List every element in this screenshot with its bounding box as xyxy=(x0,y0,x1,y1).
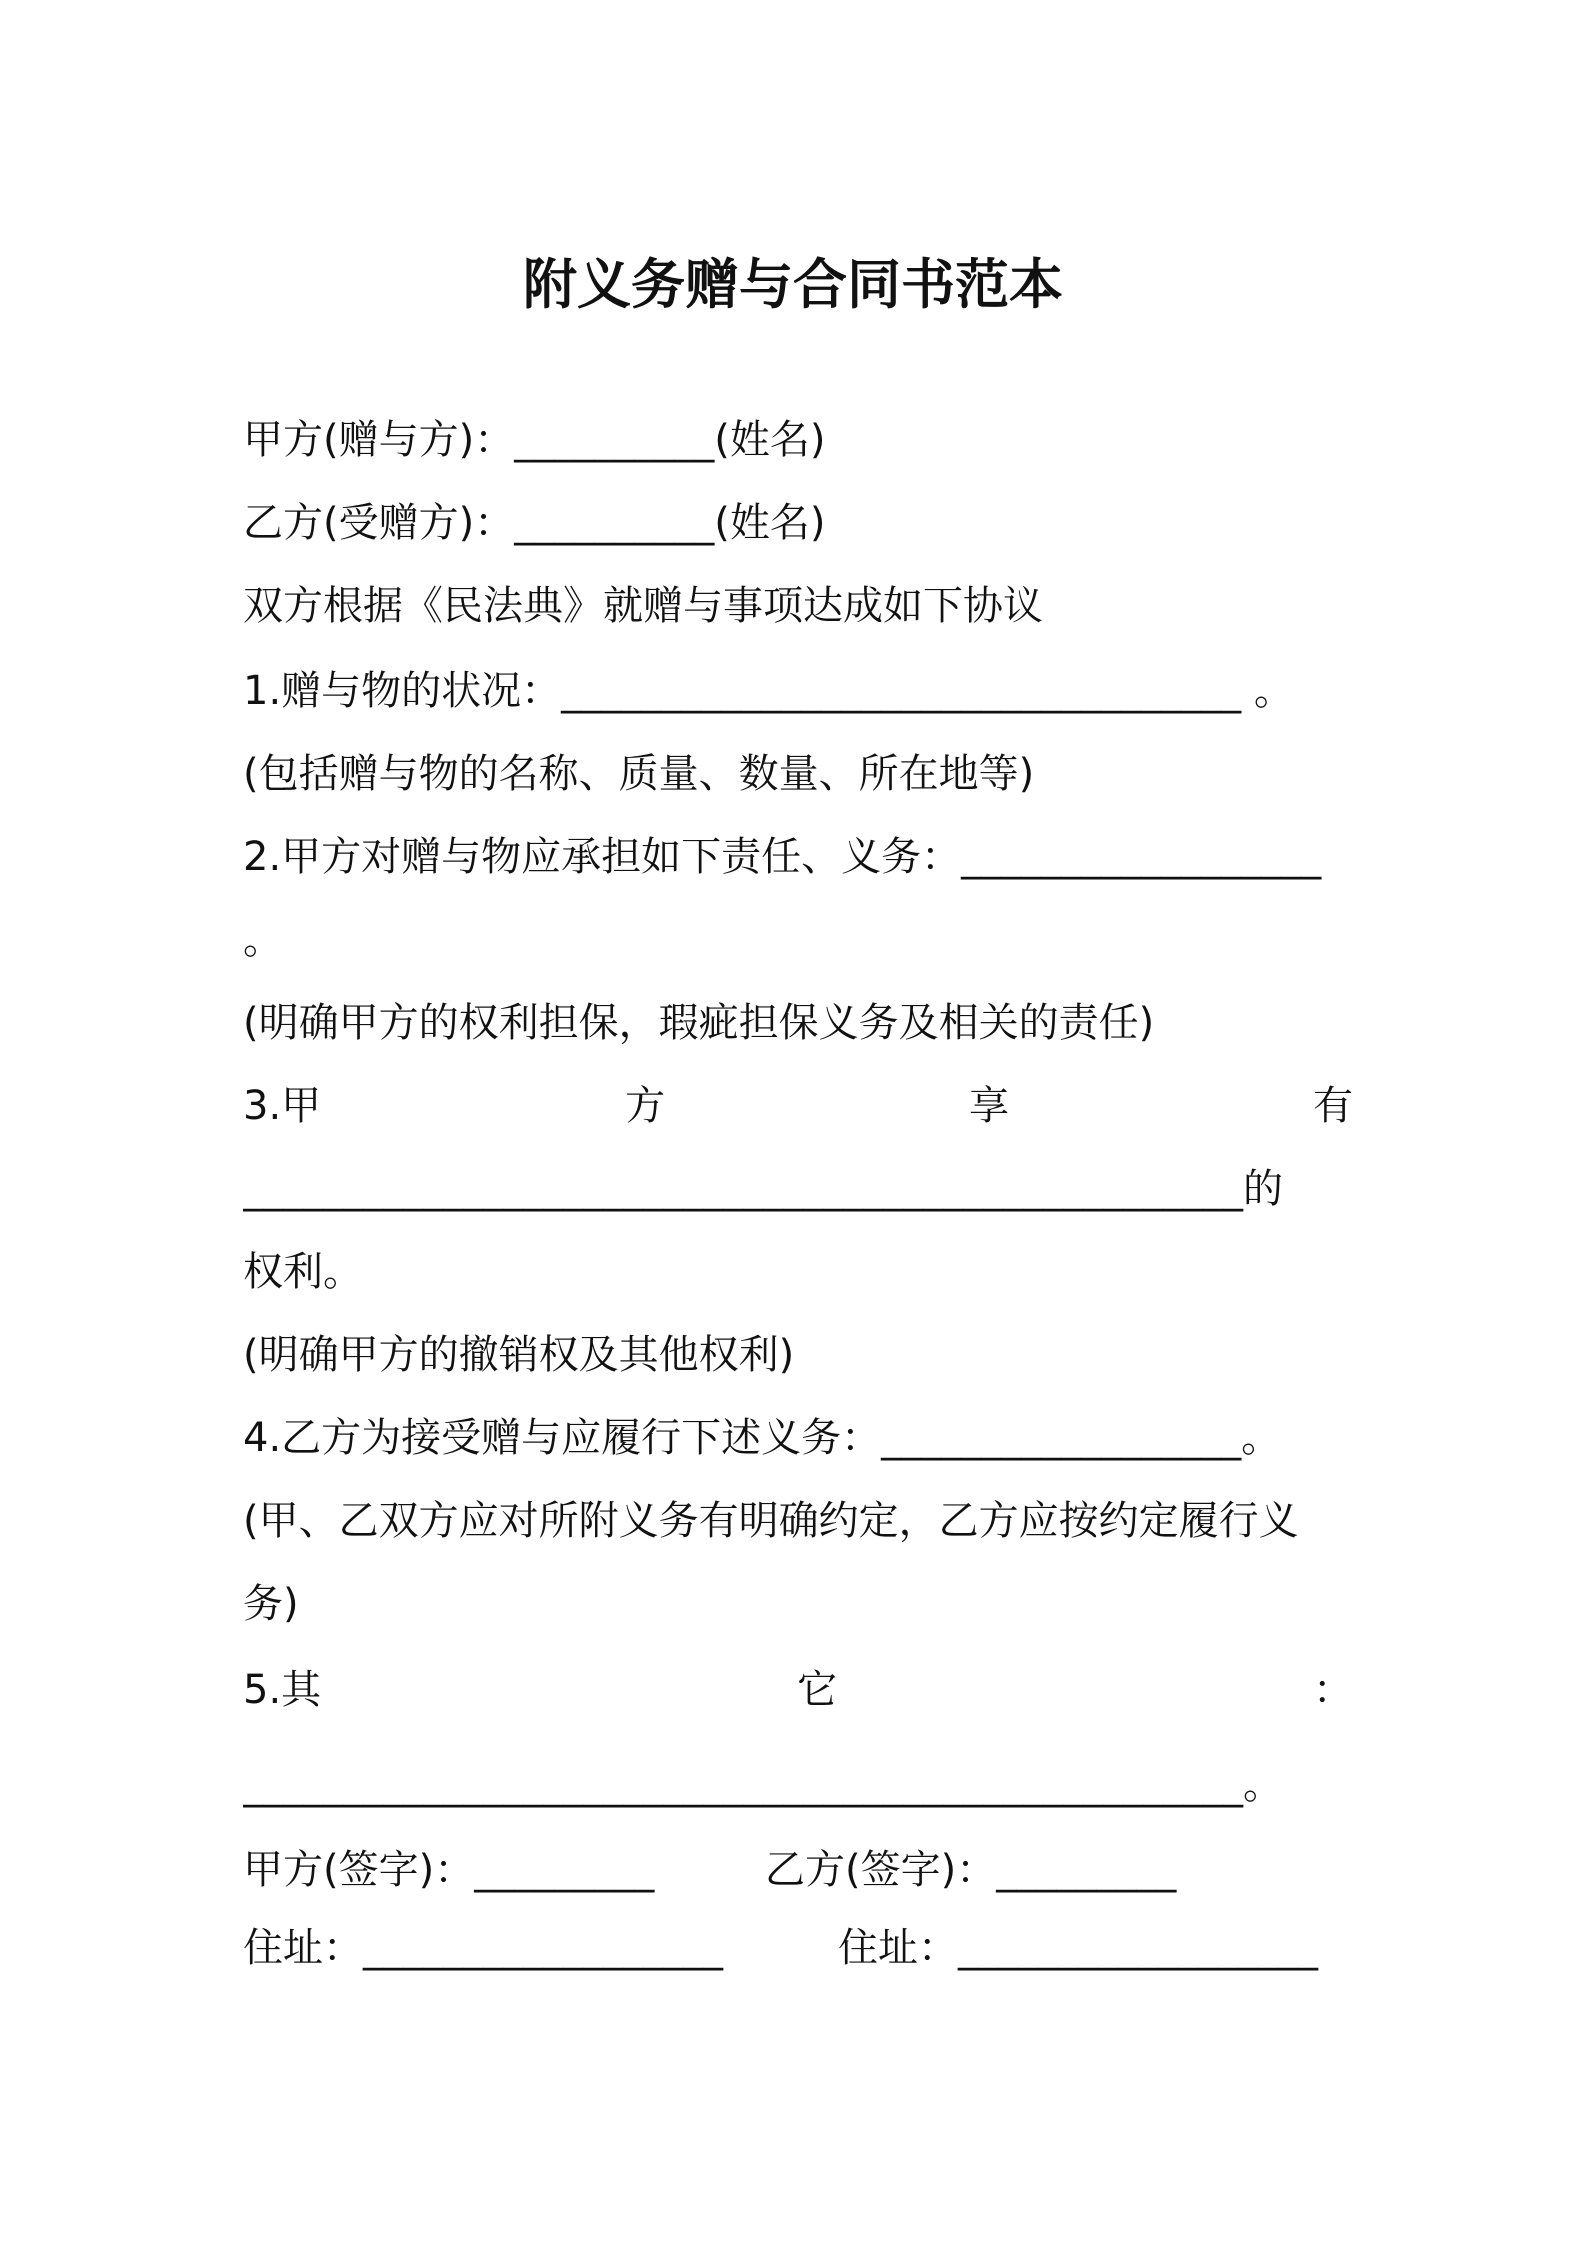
clause3-word: 方 xyxy=(625,1083,666,1129)
clause3-note: (明确甲方的撤销权及其他权利) xyxy=(243,1332,795,1378)
party-a-line: 甲方(赠与方)：__________(姓名) xyxy=(243,417,826,463)
clause5-word: 它 xyxy=(797,1667,838,1713)
clause4-text: 4.乙方为接受赠与应履行下述义务：__________________。 xyxy=(243,1415,1282,1461)
clause5-word: 5.其 xyxy=(243,1667,322,1713)
party-a-address: 住址：__________________ xyxy=(243,1925,723,1971)
clause4-note-line1: (甲、乙双方应对所附义务有明确约定，乙方应按约定履行义 xyxy=(243,1498,1299,1544)
clause3-word: 3.甲 xyxy=(243,1083,322,1129)
clause5-heading xyxy=(243,1660,1353,1720)
party-a-signature: 甲方(签字)：_________ xyxy=(243,1847,655,1893)
party-b-signature: 乙方(签字)：_________ xyxy=(765,1847,1177,1893)
clause3-continuation: 权利。 xyxy=(243,1249,363,1295)
party-b-address: 住址：__________________ xyxy=(838,1925,1318,1971)
clause1-note: (包括赠与物的名称、质量、数量、所在地等) xyxy=(243,751,1035,797)
page-title: 附义务赠与合同书范本 xyxy=(523,253,1063,316)
clause4-note-line2: 务) xyxy=(243,1581,299,1627)
clause3-heading xyxy=(243,1076,1353,1136)
clause5-word: ： xyxy=(1312,1667,1353,1713)
clause3-word: 有 xyxy=(1312,1083,1353,1129)
clause2-text: 2.甲方对赠与物应承担如下责任、义务：__________________ xyxy=(243,834,1322,880)
clause3-blank-line: __________________________________________________的 xyxy=(243,1166,1283,1212)
clause3-word: 享 xyxy=(969,1083,1010,1129)
clause2-note: (明确甲方的权利担保，瑕疵担保义务及相关的责任) xyxy=(243,1000,1155,1046)
party-b-line: 乙方(受赠方)：__________(姓名) xyxy=(243,500,826,546)
clause5-blank-line: __________________________________________________。 xyxy=(243,1762,1283,1808)
clause1-text: 1.赠与物的状况：__________________________________ 。 xyxy=(243,668,1294,714)
clause2-continuation: 。 xyxy=(243,917,283,963)
intro-line: 双方根据《民法典》就赠与事项达成如下协议 xyxy=(243,583,1043,629)
